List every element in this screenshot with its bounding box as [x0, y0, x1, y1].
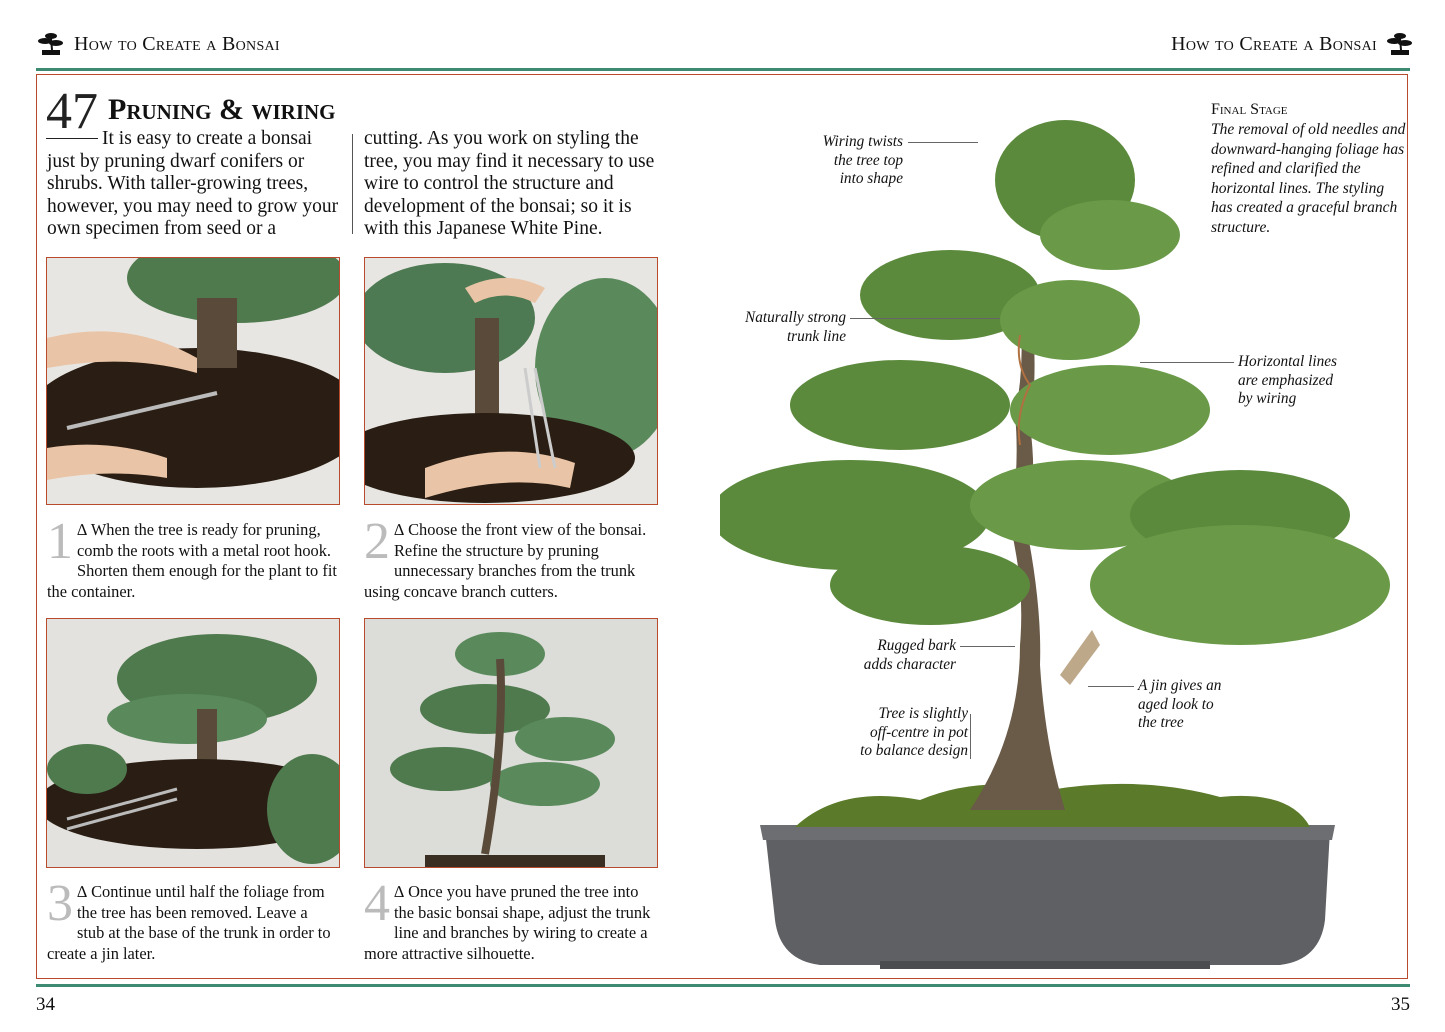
leader-line [970, 714, 971, 759]
step-2-text: ∆ Choose the front view of the bonsai. Refine the structure by pruning unnecessary branches from the trunk using concave branch cutters. [364, 520, 647, 601]
page-number-right: 35 [1391, 994, 1410, 1015]
annotation-jin [1138, 677, 1248, 733]
annotation-line: off-centre in pot [870, 723, 968, 741]
annotation-line: trunk line [786, 327, 846, 345]
annotation-line: are emphasized [1238, 371, 1334, 389]
step-3-number: 3 [47, 875, 73, 932]
final-stage-caption [1211, 100, 1406, 237]
annotation-line: to balance design [860, 742, 968, 759]
annotation-bark [836, 637, 956, 674]
step-2-photo [364, 257, 658, 505]
step-1-number: 1 [47, 513, 73, 570]
running-head-right: How to Create a Bonsai [1171, 32, 1377, 55]
intro-column-1: It is easy to create a bonsai just by pruning dwarf conifers or shrubs. With taller-growing trees, however, you may need to grow your own specimen from seed or a [47, 128, 339, 240]
annotation-line: into shape [839, 170, 903, 187]
leader-line [908, 142, 978, 143]
running-head-left: How to Create a Bonsai [74, 32, 280, 55]
annotation-trunk [720, 309, 846, 346]
bonsai-tree-icon [36, 30, 66, 58]
step-1-text: ∆ When the tree is ready for pruning, comb the roots with a metal root hook. Shorten them enough for the plant to fit the container. [47, 520, 337, 601]
header-right [1171, 30, 1415, 58]
column-divider [352, 134, 353, 234]
step-4-number: 4 [364, 875, 390, 932]
final-stage-heading: Final Stage [1211, 101, 1288, 118]
annotation-line: Wiring twists [822, 133, 903, 150]
footer-rule [36, 984, 1410, 987]
annotation-line: the tree top [833, 151, 903, 169]
step-3-text: ∆ Continue until half the foliage from the tree has been removed. Leave a stub at the base of the trunk in order to create a jin later. [47, 882, 331, 963]
header-rule [36, 68, 1410, 71]
step-4-text: ∆ Once you have pruned the tree into the basic bonsai shape, adjust the trunk line and branches by wiring to create a more attractive silhouette. [364, 882, 651, 963]
annotation-line: the tree [1138, 714, 1184, 731]
step-4-caption [364, 875, 659, 964]
annotation-offcentre [830, 705, 968, 761]
leader-line [1140, 362, 1234, 363]
step-1-caption [47, 513, 339, 602]
section-number: 47 [46, 83, 98, 140]
step-3-caption [47, 875, 339, 964]
final-stage-text: The removal of old needles and downward-hanging foliage has refined and clarified the horizontal lines. The styling has created a graceful branch structure. [1211, 121, 1406, 236]
bonsai-tree-icon [1385, 30, 1415, 58]
annotation-line: Rugged bark [877, 637, 956, 654]
annotation-line: A jin gives an [1138, 677, 1222, 694]
step-1-photo [46, 257, 340, 505]
leader-line [1088, 686, 1134, 687]
annotation-wiring [790, 133, 903, 189]
step-4-photo [364, 618, 658, 868]
leader-line [960, 646, 1015, 647]
annotation-line: Naturally strong [745, 309, 846, 326]
step-2-caption [364, 513, 659, 602]
annotation-line: Horizontal lines [1238, 353, 1338, 370]
annotation-line: adds character [863, 655, 956, 673]
leader-line [850, 318, 1000, 319]
annotation-horizontal [1238, 353, 1368, 409]
section-title: Pruning & wiring [108, 93, 336, 126]
annotation-line: by wiring [1238, 390, 1297, 407]
annotation-line: Tree is slightly [878, 705, 968, 722]
step-2-number: 2 [364, 513, 390, 570]
annotation-line: aged look to [1138, 695, 1214, 713]
header-left [36, 30, 280, 58]
page-number-left: 34 [36, 994, 55, 1015]
intro-column-2: cutting. As you work on styling the tree, you may find it necessary to use wire to control the structure and development of the bonsai; so it is with this Japanese White Pine. [364, 128, 655, 240]
step-3-photo [46, 618, 340, 868]
